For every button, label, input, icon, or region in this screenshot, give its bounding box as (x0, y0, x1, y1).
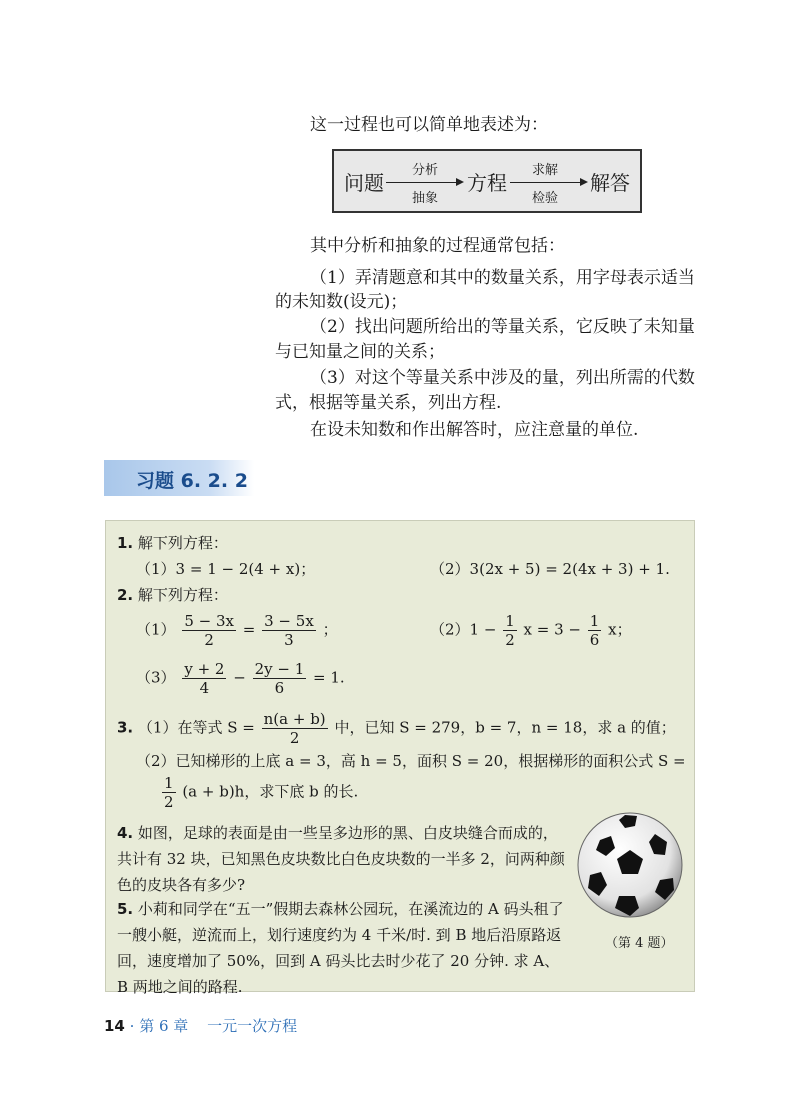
q3-number: 3. (117, 718, 134, 737)
q4-text: 如图，足球的表面是由一些呈多边形的黑、白皮块缝合而成的，共计有 32 块，已知黑色皮块数比白色皮块数的一半多 2，问两种颜色的皮块各有多少? (117, 824, 565, 894)
chapter-title: 一元一次方程 (207, 1017, 298, 1035)
q2-p3-frac1-num: y + 2 (184, 660, 225, 678)
q2-p2-frac2 (588, 612, 602, 649)
q2-p2-frac1-num: 1 (505, 612, 515, 630)
q5 (117, 896, 567, 1000)
flow-equation: 方程 (467, 171, 507, 195)
q1-part2: （2）3(2x + 5) = 2(4x + 3) + 1. (430, 560, 670, 578)
q1-part1: （1）3 = 1 − 2(4 + x)； (136, 560, 316, 578)
q4 (117, 820, 567, 898)
process-step3-a: （3）对这个等量关系中涉及的量，列出所需的代数 (310, 368, 695, 388)
q2-p2-frac1 (503, 612, 517, 649)
page-number: 14 (104, 1017, 125, 1035)
section-banner (104, 460, 254, 496)
q2-p2-end: x； (608, 620, 632, 639)
q2-p3-label: （3） (136, 668, 176, 687)
q1-header (117, 530, 228, 556)
q2-header (117, 582, 228, 608)
q3-p2-b: (a + b)h，求下底 b 的长. (182, 782, 359, 801)
q2-title: 解下列方程： (137, 586, 228, 604)
process-step2-a: （2）找出问题所给出的等量关系，它反映了未知量 (310, 317, 695, 337)
q1-title: 解下列方程： (137, 534, 228, 552)
q2-p2-frac2-den: 6 (589, 631, 600, 649)
q2-number: 2. (117, 586, 134, 604)
flow-arrow-1 (386, 182, 462, 183)
q2-part3 (136, 660, 345, 697)
q3-part2-a: （2）已知梯形的上底 a = 3，高 h = 5，面积 S = 20，根据梯形的面积公式 S = (136, 752, 686, 770)
q3-p2-frac-num: 1 (164, 774, 174, 792)
q3-p2-frac-den: 2 (164, 793, 174, 811)
process-lead: 其中分析和抽象的过程通常包括： (310, 236, 565, 256)
q2-p1-frac1-num: 5 − 3x (184, 612, 234, 630)
q2-p3-end: = 1. (313, 668, 345, 687)
q2-p2-mid: x = 3 − (523, 620, 581, 639)
q2-p1-frac1 (182, 612, 236, 649)
q2-p3-frac1-den: 4 (199, 679, 210, 697)
q2-p3-frac1 (182, 660, 226, 697)
q2-p1-eq: = (242, 620, 256, 639)
q2-p3-frac2-num: 2y − 1 (254, 660, 305, 678)
q3-p1-a: （1）在等式 S = (137, 718, 255, 737)
figure-caption: （第 4 题） (605, 936, 674, 951)
q1-number: 1. (117, 534, 134, 552)
q2-p1-frac2-den: 3 (284, 631, 294, 649)
process-step1-b: 的未知数(设元)； (275, 292, 408, 312)
flow-analyze: 分析 (412, 163, 439, 178)
flow-solve: 求解 (532, 163, 559, 178)
flow-problem: 问题 (344, 171, 384, 195)
q2-p3-minus: − (233, 668, 246, 687)
flow-answer: 解答 (590, 171, 630, 195)
process-step2-b: 与已知量之间的关系； (275, 342, 445, 362)
q2-p3-frac2-den: 6 (274, 679, 285, 697)
q5-number: 5. (117, 900, 134, 918)
q3-p2-frac (162, 774, 176, 811)
q3-p1-frac-num: n(a + b) (263, 710, 326, 728)
intro-line: 这一过程也可以简单地表述为： (310, 115, 548, 135)
q3-p1-frac-den: 2 (289, 729, 300, 747)
q3-p1-frac (262, 710, 328, 747)
process-step3-b: 式，根据等量关系，列出方程. (275, 393, 502, 413)
page-footer (104, 1015, 297, 1036)
flow-arrow-2 (510, 182, 586, 183)
q3-part2-b (160, 774, 358, 811)
soccer-ball-image (575, 810, 685, 920)
q2-p1-frac1-den: 2 (204, 631, 214, 649)
process-flow-diagram (332, 149, 642, 213)
flow-abstract: 抽象 (412, 191, 439, 206)
q2-p2-frac1-den: 2 (505, 631, 515, 649)
process-step1-a: （1）弄清题意和其中的数量关系，用字母表示适当 (310, 268, 695, 288)
q2-p3-frac2 (253, 660, 307, 697)
q2-p1-frac2 (262, 612, 316, 649)
q3-part1 (117, 710, 676, 747)
flow-check: 检验 (532, 191, 559, 206)
q2-part2 (430, 612, 632, 649)
q2-p2-frac2-num: 1 (589, 612, 600, 630)
q4-number: 4. (117, 824, 134, 842)
q2-p1-label: （1） (136, 620, 176, 639)
q2-p2-label: （2）1 − (430, 620, 497, 639)
q2-p1-end: ； (322, 620, 338, 639)
section-title: 习题 6. 2. 2 (136, 470, 248, 492)
q2-part1 (136, 612, 338, 649)
q5-text: 小莉和同学在“五一”假期去森林公园玩，在溪流边的 A 码头租了一艘小艇，逆流而上，划行速度约为 4 千米/时. 到 B 地后沿原路返回，速度增加了 50%，回到 A 码头比去时少花了 20 分钟. 求 A、B 两地之间的路程. (117, 900, 564, 996)
chapter-label: · 第 6 章 (129, 1017, 189, 1035)
process-note: 在设未知数和作出解答时，应注意量的单位. (310, 420, 639, 440)
q3-p1-b: 中，已知 S = 279，b = 7，n = 18，求 a 的值； (334, 718, 676, 737)
q2-p1-frac2-num: 3 − 5x (264, 612, 314, 630)
